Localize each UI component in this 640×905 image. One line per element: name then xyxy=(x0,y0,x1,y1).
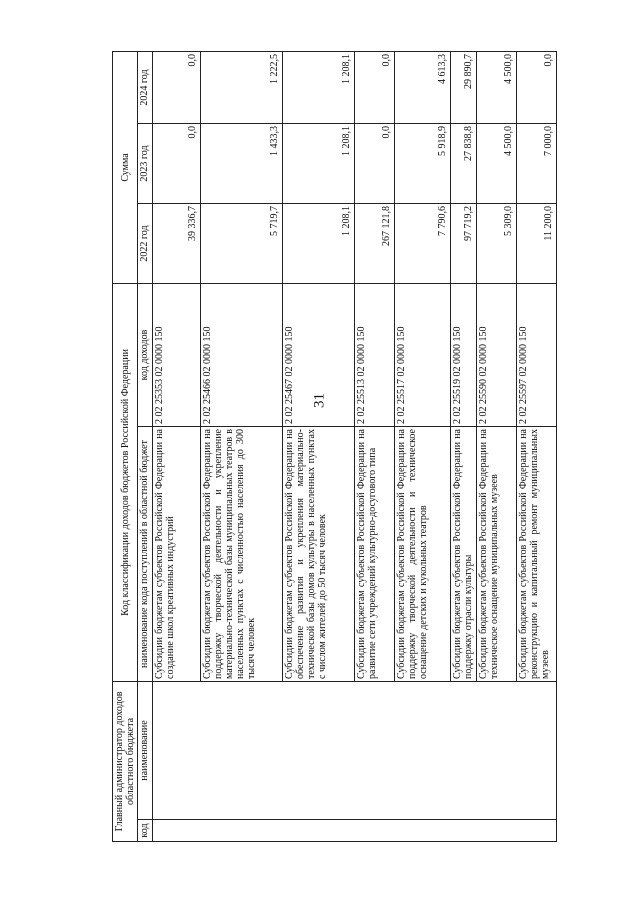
income-code-cell: 2 02 25466 02 0000 150 xyxy=(200,283,282,426)
value-2022: 5 719,7 xyxy=(200,203,282,283)
value-2023: 4 500,0 xyxy=(476,123,516,203)
value-2022: 1 208,1 xyxy=(282,203,354,283)
value-2022: 97 719,2 xyxy=(450,203,476,283)
income-code-cell: 2 02 25513 02 0000 150 xyxy=(354,283,394,426)
header-admin-name: наименование xyxy=(138,682,152,820)
income-name-cell: Субсидии бюджетам субъектов Российской Федерации на техническое оснащение муниципальных музеев xyxy=(476,427,516,682)
value-2022: 39 336,7 xyxy=(152,203,200,283)
header-classification: Код классификации доходов бюджетов Российской Федерации xyxy=(113,283,138,681)
header-sum: Сумма xyxy=(113,51,138,283)
value-2024: 4 500,0 xyxy=(476,51,516,123)
value-2024: 1 222,5 xyxy=(200,51,282,123)
value-2022: 7 790,6 xyxy=(394,203,450,283)
income-code-cell: 2 02 25597 02 0000 150 xyxy=(516,283,556,426)
income-code-cell: 2 02 25590 02 0000 150 xyxy=(476,283,516,426)
header-admin-code: код xyxy=(138,820,152,842)
income-name-cell: Субсидии бюджетам субъектов Российской Федерации на поддержку творческой деятельности и укрепление материально-технической базы муниципальных театров в населенных пунктах с численностью населения до 300 тысяч человек xyxy=(200,427,282,682)
income-name-cell: Субсидии бюджетам субъектов Российской Федерации на поддержку творческой деятельности и техническое оснащение детских и кукольных театров xyxy=(394,427,450,682)
value-2023: 1 208,1 xyxy=(282,123,354,203)
value-2023: 0,0 xyxy=(152,123,200,203)
value-2022: 5 309,0 xyxy=(476,203,516,283)
value-2023: 27 838,8 xyxy=(450,123,476,203)
value-2024: 0,0 xyxy=(516,51,556,123)
value-2024: 29 890,7 xyxy=(450,51,476,123)
income-name-cell: Субсидии бюджетам субъектов Российской Федерации на создание школ креативных индустрий xyxy=(152,427,200,682)
value-2022: 11 200,0 xyxy=(516,203,556,283)
income-name-cell: Субсидии бюджетам субъектов Российской Федерации на поддержку отрасли культуры xyxy=(450,427,476,682)
income-code-cell: 2 02 25467 02 0000 150 xyxy=(282,283,354,426)
income-name-cell: Субсидии бюджетам субъектов Российской Федерации на реконструкцию и капитальный ремонт муниципальных музеев xyxy=(516,427,556,682)
value-2024: 1 208,1 xyxy=(282,51,354,123)
header-admin: Главный администратор доходов областного бюджета xyxy=(113,682,138,842)
header-income-name: наименование кода поступлений в областной бюджет xyxy=(138,427,152,682)
admin-name-cell xyxy=(152,682,556,820)
value-2023: 7 000,0 xyxy=(516,123,556,203)
header-income-code: код доходов xyxy=(138,283,152,426)
header-year-2022: 2022 год xyxy=(138,203,152,283)
value-2024: 0,0 xyxy=(152,51,200,123)
rotated-table-container xyxy=(112,52,632,842)
value-2023: 1 433,3 xyxy=(200,123,282,203)
income-code-cell: 2 02 25519 02 0000 150 xyxy=(450,283,476,426)
table-row xyxy=(152,51,200,841)
value-2024: 4 613,3 xyxy=(394,51,450,123)
income-code-cell: 2 02 25353 02 0000 150 xyxy=(152,283,200,426)
value-2022: 267 121,8 xyxy=(354,203,394,283)
admin-code-cell xyxy=(152,820,556,842)
income-code-cell: 2 02 25517 02 0000 150 xyxy=(394,283,450,426)
income-table xyxy=(112,51,557,842)
value-2023: 5 918,9 xyxy=(394,123,450,203)
value-2024: 0,0 xyxy=(354,51,394,123)
value-2023: 0,0 xyxy=(354,123,394,203)
income-name-cell: Субсидии бюджетам субъектов Российской Федерации на обеспечение развития и укрепления материально-технической базы домов культуры в населенных пунктах с числом жителей до 50 тысяч человек xyxy=(282,427,354,682)
income-name-cell: Субсидии бюджетам субъектов Российской Федерации на развитие сети учреждений культурно-досугового типа xyxy=(354,427,394,682)
header-year-2023: 2023 год xyxy=(138,123,152,203)
header-year-2024: 2024 год xyxy=(138,51,152,123)
page-number: 31 xyxy=(311,393,328,408)
